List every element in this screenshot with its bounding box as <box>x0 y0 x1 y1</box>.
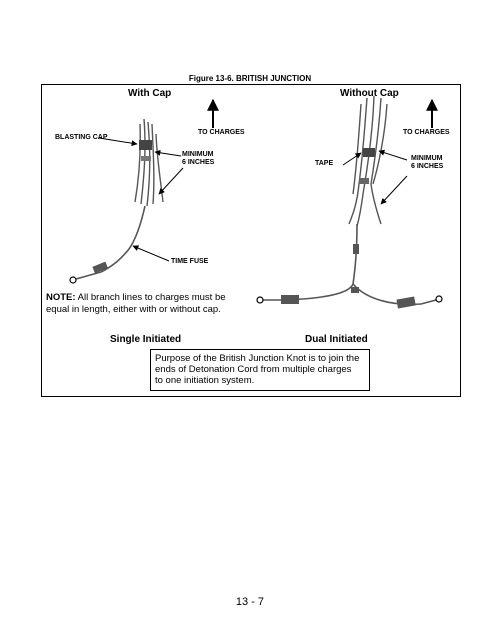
purpose-line2: ends of Detonation Cord from multiple charges <box>155 364 352 375</box>
right-igniter-right <box>396 296 415 308</box>
left-tape <box>141 156 151 161</box>
without-cap-header: Without Cap <box>340 88 399 99</box>
purpose-line1: Purpose of the British Junction Knot is to join the <box>155 353 360 364</box>
note-prefix: NOTE: <box>46 292 76 303</box>
with-cap-header: With Cap <box>128 88 172 99</box>
tape-label: TAPE <box>315 160 334 167</box>
right-branch-cord <box>353 284 436 304</box>
left-fuse-ring <box>70 277 76 283</box>
minimum-label-left: MINIMUM 6 INCHES <box>182 151 215 166</box>
right-tape-lower <box>359 178 369 184</box>
to-charges-label-left: TO CHARGES <box>198 129 245 136</box>
right-tape-upper <box>363 148 375 157</box>
left-time-fuse-cord <box>101 206 145 272</box>
left-blasting-cap <box>139 140 152 150</box>
right-fuse-ring-right <box>436 296 442 302</box>
right-cord-bundle <box>349 96 387 226</box>
right-fuse-ring-left <box>257 297 263 303</box>
blasting-cap-label: BLASTING CAP <box>55 134 108 141</box>
figure-title: Figure 13-6. BRITISH JUNCTION <box>188 74 312 83</box>
minimum-leader-right-1 <box>379 151 407 160</box>
minimum-label-right: MINIMUM 6 INCHES <box>411 155 444 170</box>
minimum-leader-right-2 <box>381 176 407 204</box>
right-main-cord <box>263 224 357 300</box>
minimum-leader-left-1 <box>155 152 181 156</box>
note-line2: equal in length, either with or without cap. <box>46 304 221 315</box>
minimum-leader-left-2 <box>159 168 183 194</box>
single-initiated-caption: Single Initiated <box>110 334 182 345</box>
time-fuse-label: TIME FUSE <box>171 258 209 265</box>
purpose-box <box>150 349 370 391</box>
to-charges-label-right: TO CHARGES <box>403 129 450 136</box>
purpose-line3: to one initiation system. <box>155 375 255 386</box>
tape-leader <box>343 153 361 165</box>
right-junction-wrap <box>353 244 359 254</box>
page-number: 13 - 7 <box>235 596 265 608</box>
branch-lines-note <box>46 292 246 316</box>
dual-initiated-caption: Dual Initiated <box>305 334 368 345</box>
right-igniter-left <box>281 295 299 304</box>
note-line1: All branch lines to charges must be <box>75 292 226 303</box>
time-fuse-leader <box>133 246 169 261</box>
left-cord-bundle <box>135 119 163 206</box>
